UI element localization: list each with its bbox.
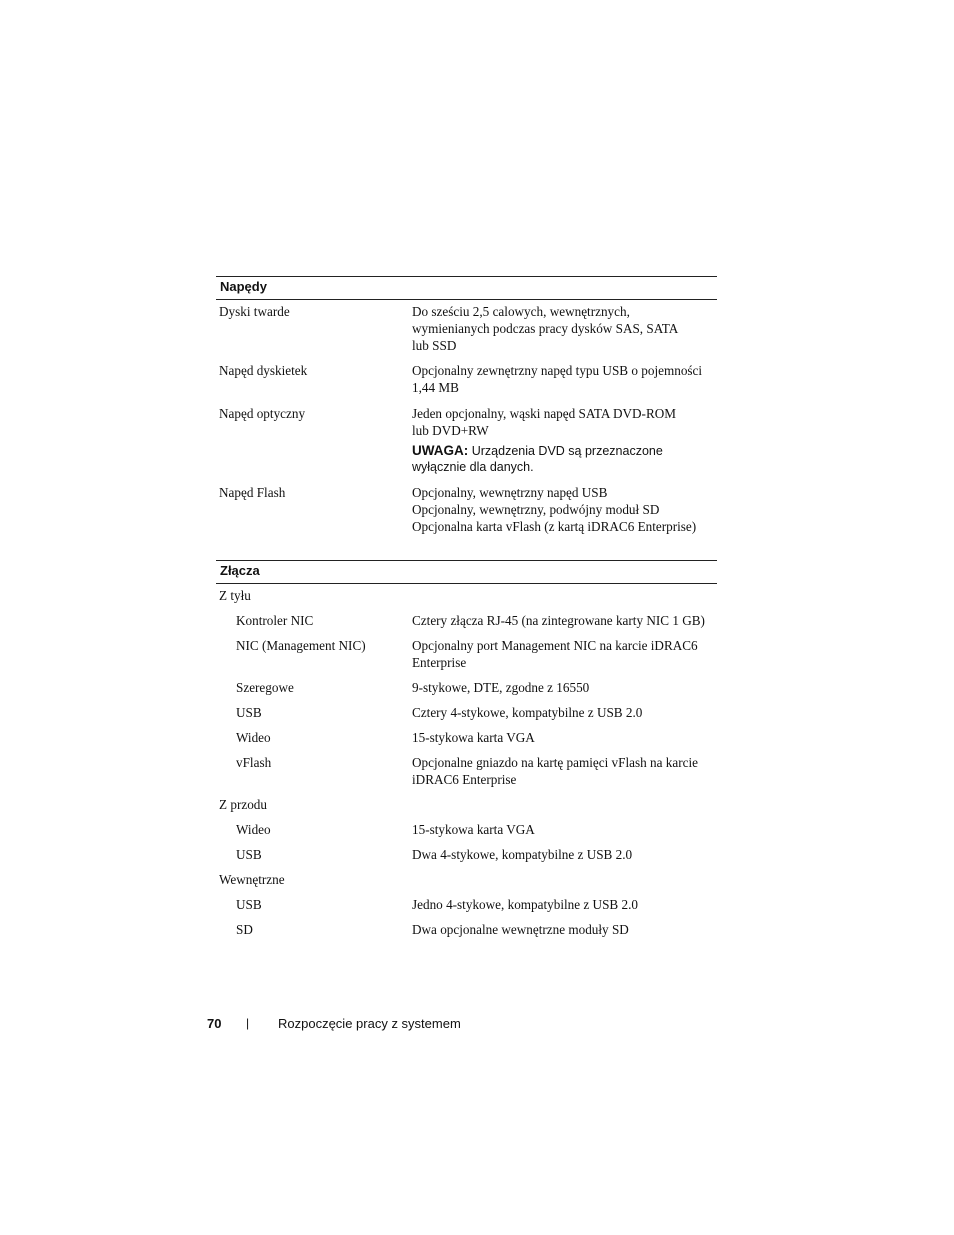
optical-value-2: lub DVD+RW xyxy=(412,423,489,438)
footer-title: Rozpoczęcie pracy z systemem xyxy=(278,1016,461,1031)
vflash-value-2: iDRAC6 Enterprise xyxy=(412,772,517,787)
front-video-value: 15-stykowa karta VGA xyxy=(412,822,535,837)
flash-value-3: Opcjonalna karta vFlash (z kartą iDRAC6 Enterprise) xyxy=(412,519,697,534)
back-label: Z tyłu xyxy=(219,588,251,603)
drives-section xyxy=(216,276,717,534)
mgmt-nic-value-2: Enterprise xyxy=(412,655,467,670)
drives-header xyxy=(216,276,717,300)
nic-label: Kontroler NIC xyxy=(236,613,314,628)
vflash-value-1: Opcjonalne gniazdo na kartę pamięci vFlash na karcie xyxy=(412,755,698,770)
nic-value: Cztery złącza RJ-45 (na zintegrowane karty NIC 1 GB) xyxy=(412,613,705,628)
hdd-label: Dyski twarde xyxy=(219,304,290,319)
floppy-value-2: 1,44 MB xyxy=(412,380,459,395)
optical-value-1: Jeden opcjonalny, wąski napęd SATA DVD-ROM xyxy=(412,406,676,421)
front-label: Z przodu xyxy=(219,797,267,812)
front-usb-value: Dwa 4-stykowe, kompatybilne z USB 2.0 xyxy=(412,847,633,862)
hdd-value-3: lub SSD xyxy=(412,338,457,353)
hdd-value-1: Do sześciu 2,5 calowych, wewnętrznych, xyxy=(412,304,630,319)
back-usb-value: Cztery 4-stykowe, kompatybilne z USB 2.0 xyxy=(412,705,643,720)
note-line-1: Urządzenia DVD są przeznaczone xyxy=(471,444,663,458)
note-label: UWAGA: xyxy=(412,443,469,458)
back-usb-label: USB xyxy=(236,705,262,720)
serial-label: Szeregowe xyxy=(236,680,294,695)
connectors-section xyxy=(216,560,717,937)
internal-sd-label: SD xyxy=(236,922,253,937)
floppy-value-1: Opcjonalny zewnętrzny napęd typu USB o pojemności xyxy=(412,363,703,378)
drives-heading: Napędy xyxy=(220,279,267,294)
note-line-2: wyłącznie dla danych. xyxy=(412,460,534,474)
optical-label: Napęd optyczny xyxy=(219,406,306,421)
internal-usb-label: USB xyxy=(236,897,262,912)
floppy-label: Napęd dyskietek xyxy=(219,363,308,378)
vflash-label: vFlash xyxy=(236,755,272,770)
hdd-value-2: wymienianych podczas pracy dysków SAS, SATA xyxy=(412,321,679,336)
footer-separator: | xyxy=(246,1016,250,1030)
flash-value-1: Opcjonalny, wewnętrzny napęd USB xyxy=(412,485,608,500)
back-video-value: 15-stykowa karta VGA xyxy=(412,730,535,745)
flash-label: Napęd Flash xyxy=(219,485,286,500)
internal-usb-value: Jedno 4-stykowe, kompatybilne z USB 2.0 xyxy=(412,897,638,912)
optical-note xyxy=(412,443,663,459)
mgmt-nic-value-1: Opcjonalny port Management NIC na karcie iDRAC6 xyxy=(412,638,698,653)
internal-label: Wewnętrzne xyxy=(219,872,285,887)
connectors-heading: Złącza xyxy=(220,563,260,578)
front-usb-label: USB xyxy=(236,847,262,862)
internal-sd-value: Dwa opcjonalne wewnętrzne moduły SD xyxy=(412,922,629,937)
back-video-label: Wideo xyxy=(236,730,271,745)
page-number: 70 xyxy=(207,1016,222,1031)
serial-value: 9-stykowe, DTE, zgodne z 16550 xyxy=(412,680,590,695)
mgmt-nic-label: NIC (Management NIC) xyxy=(236,638,366,653)
front-video-label: Wideo xyxy=(236,822,271,837)
flash-value-2: Opcjonalny, wewnętrzny, podwójny moduł SD xyxy=(412,502,660,517)
connectors-header xyxy=(216,560,717,584)
